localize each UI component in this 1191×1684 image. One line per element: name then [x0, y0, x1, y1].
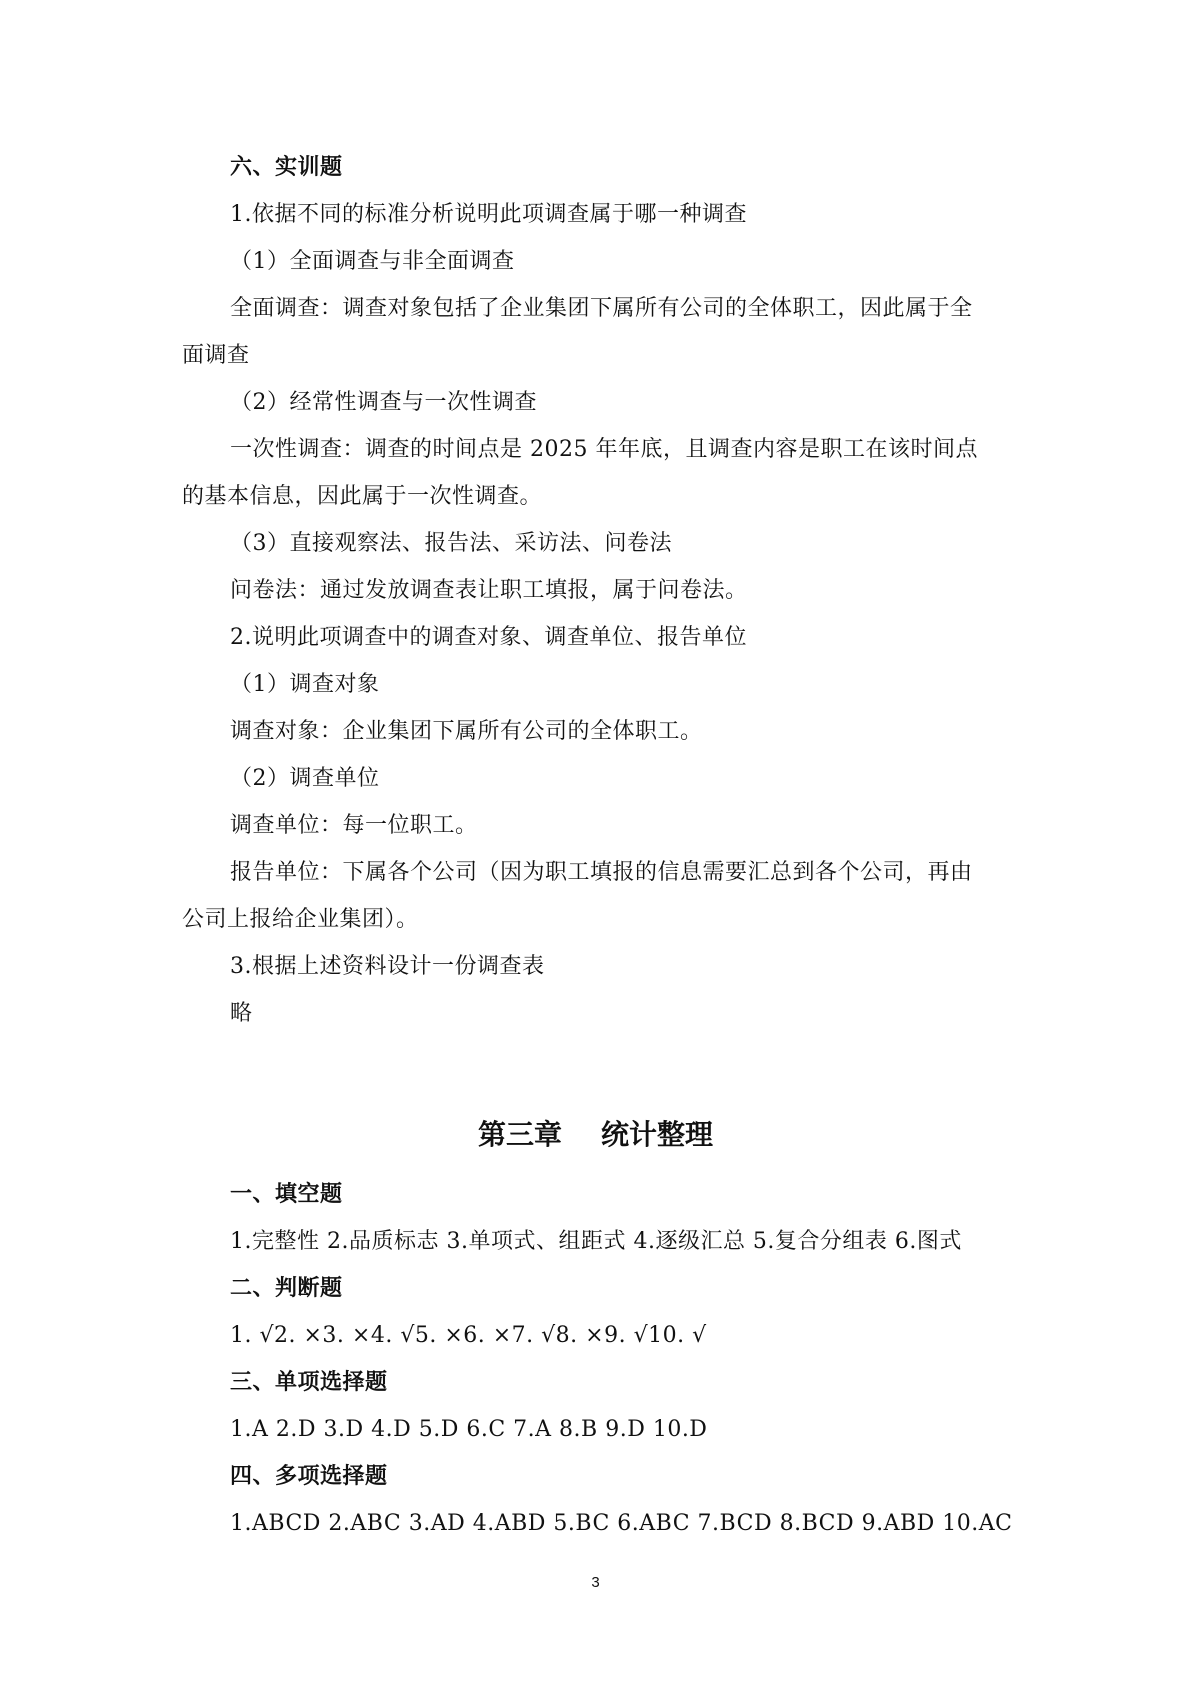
question-2-part-1-title: （1）调查对象	[230, 672, 380, 697]
fill-blank-answers: 1.完整性 2.品质标志 3.单项式、组距式 4.逐级汇总 5.复合分组表 6.图式	[230, 1229, 962, 1254]
question-1-part-1-answer-line-2: 面调查	[182, 343, 250, 368]
question-2-part-3-answer-line-1: 报告单位：下属各个公司（因为职工填报的信息需要汇总到各个公司，再由	[230, 860, 973, 885]
question-2-part-1-answer: 调查对象：企业集团下属所有公司的全体职工。	[230, 719, 703, 744]
question-2-part-2-title: （2）调查单位	[230, 766, 380, 791]
section-heading-true-false: 二、判断题	[230, 1276, 343, 1301]
chapter-title: 第三章 统计整理	[478, 1118, 713, 1151]
multiple-choice-answers: 1.ABCD 2.ABC 3.AD 4.ABD 5.BC 6.ABC 7.BCD 8.BCD 9.ABD 10.AC	[230, 1511, 1013, 1536]
question-3-answer: 略	[230, 1001, 253, 1026]
section-heading-fill-blank: 一、填空题	[230, 1182, 343, 1207]
question-1-part-3-title: （3）直接观察法、报告法、采访法、问卷法	[230, 531, 672, 556]
question-2-part-2-answer: 调查单位：每一位职工。	[230, 813, 478, 838]
section-heading-multiple-choice: 四、多项选择题	[230, 1464, 388, 1489]
question-1: 1.依据不同的标准分析说明此项调查属于哪一种调查	[230, 202, 747, 227]
question-1-part-1-answer-line-1: 全面调查：调查对象包括了企业集团下属所有公司的全体职工，因此属于全	[230, 296, 973, 321]
question-1-part-2-answer-line-2: 的基本信息，因此属于一次性调查。	[182, 484, 543, 509]
true-false-answers: 1. √2. ×3. ×4. √5. ×6. ×7. √8. ×9. √10. √	[230, 1323, 707, 1348]
question-1-part-2-answer-line-1: 一次性调查：调查的时间点是 2025 年年底，且调查内容是职工在该时间点	[230, 437, 978, 462]
section-heading-single-choice: 三、单项选择题	[230, 1370, 388, 1395]
question-2: 2.说明此项调查中的调查对象、调查单位、报告单位	[230, 625, 747, 650]
question-3: 3.根据上述资料设计一份调查表	[230, 954, 545, 979]
question-2-part-3-answer-line-2: 公司上报给企业集团）。	[182, 907, 419, 932]
question-1-part-2-title: （2）经常性调查与一次性调查	[230, 390, 537, 415]
single-choice-answers: 1.A 2.D 3.D 4.D 5.D 6.C 7.A 8.B 9.D 10.D	[230, 1417, 708, 1442]
question-1-part-1-title: （1）全面调查与非全面调查	[230, 249, 515, 274]
page-number: 3	[591, 1574, 600, 1591]
question-1-part-3-answer: 问卷法：通过发放调查表让职工填报，属于问卷法。	[230, 578, 748, 603]
section-heading-practical: 六、实训题	[230, 155, 343, 180]
